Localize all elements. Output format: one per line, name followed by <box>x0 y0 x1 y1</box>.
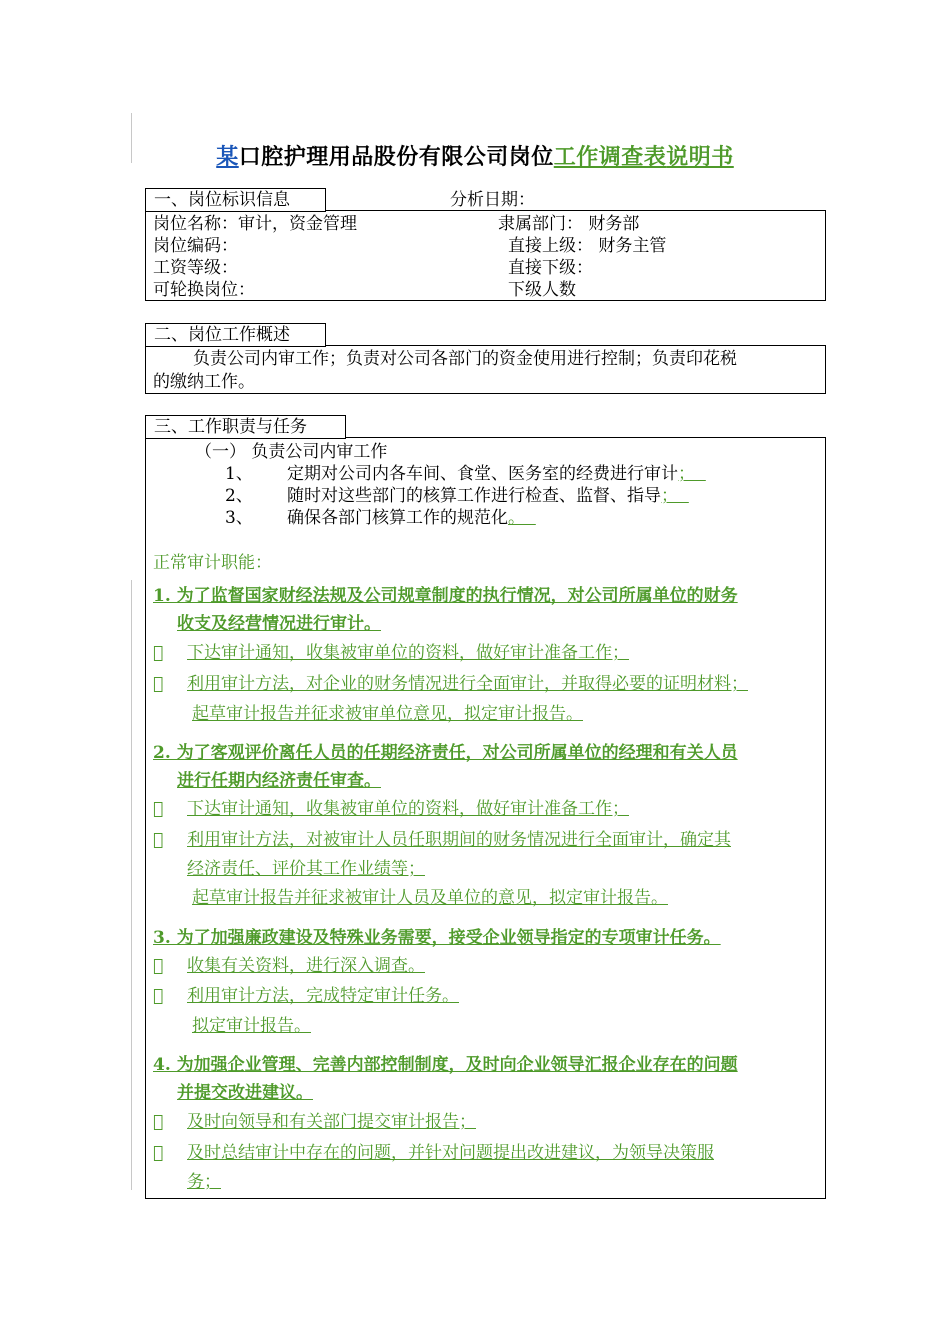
block3-bullet-3: 拟定审计报告。 <box>192 1016 311 1036</box>
block2-bullet-2-cont: 经济责任、评价其工作业绩等； <box>187 859 425 879</box>
task-1: 1、 定期对公司内各车间、食堂、医务室的经费进行审计； <box>225 464 695 484</box>
salary-grade: 工资等级： <box>153 258 238 278</box>
block3-heading-1: 3. 为了加强廉政建设及特殊业务需要，接受企业领导指定的专项审计任务。 <box>153 928 721 948</box>
task-3: 3、 确保各部门核算工作的规范化。 <box>225 508 525 528</box>
block1-bullet-1: 下达审计通知，收集被审单位的资料，做好审计准备工作； <box>153 642 629 664</box>
rotatable-position: 可轮换岗位： <box>153 280 255 300</box>
block4-heading-2: 并提交改进建议。 <box>177 1083 313 1103</box>
block3-bullet-2: 利用审计方法，完成特定审计任务。 <box>153 985 459 1007</box>
block1-bullet-2: 利用审计方法，对企业的财务情况进行全面审计，并取得必要的证明材料； <box>153 673 748 695</box>
block1-heading-2: 收支及经营情况进行审计。 <box>177 614 381 634</box>
bullet-icon <box>153 1142 187 1164</box>
bullet-icon <box>153 1111 187 1133</box>
section2-label: 二、岗位工作概述 <box>145 323 326 347</box>
analysis-date-label: 分析日期： <box>450 190 535 210</box>
bullet-icon <box>153 798 187 820</box>
direct-subordinate: 直接下级： <box>508 258 593 278</box>
position-name: 岗位名称：审计，资金管理 <box>153 214 357 234</box>
block2-heading-1: 2. 为了客观评价离任人员的任期经济责任，对公司所属单位的经理和有关人员 <box>153 743 738 763</box>
margin-mark <box>131 580 132 1190</box>
bullet-icon <box>153 829 187 851</box>
subordinate-count: 下级人数 <box>508 280 576 300</box>
sub-heading: （一） 负责公司内审工作 <box>195 442 388 462</box>
block2-bullet-3: 起草审计报告并征求被审计人员及单位的意见，拟定审计报告。 <box>192 888 668 908</box>
normal-audit-title: 正常审计职能： <box>153 553 272 573</box>
block2-bullet-1: 下达审计通知，收集被审单位的资料，做好审计准备工作； <box>153 798 629 820</box>
block4-bullet-2: 及时总结审计中存在的问题，并针对问题提出改进建议，为领导决策服 <box>153 1142 714 1164</box>
block4-bullet-1: 及时向领导和有关部门提交审计报告； <box>153 1111 476 1133</box>
block2-bullet-2: 利用审计方法，对被审计人员任职期间的财务情况进行全面审计，确定其 <box>153 829 731 851</box>
block4-bullet-2-cont: 务； <box>187 1172 221 1192</box>
overview-line2: 的缴纳工作。 <box>153 372 255 392</box>
overview-line1: 负责公司内审工作；负责对公司各部门的资金使用进行控制；负责印花税 <box>193 349 737 369</box>
block1-heading-1: 1. 为了监督国家财经法规及公司规章制度的执行情况，对公司所属单位的财务 <box>153 586 738 606</box>
block1-bullet-3: 起草审计报告并征求被审单位意见，拟定审计报告。 <box>192 704 583 724</box>
department: 隶属部门： 财务部 <box>498 214 640 234</box>
position-code: 岗位编码： <box>153 236 238 256</box>
block4-heading-1: 4. 为加强企业管理、完善内部控制制度，及时向企业领导汇报企业存在的问题 <box>153 1055 738 1075</box>
page-title: 某口腔护理用品股份有限公司岗位工作调查表说明书 <box>216 144 734 170</box>
bullet-icon <box>153 673 187 695</box>
task-2: 2、 随时对这些部门的核算工作进行检查、监督、指导； <box>225 486 678 506</box>
block3-bullet-1: 收集有关资料，进行深入调查。 <box>153 955 425 977</box>
section1-label: 一、岗位标识信息 <box>145 188 326 212</box>
direct-superior: 直接上级： 财务主管 <box>508 236 667 256</box>
bullet-icon <box>153 642 187 664</box>
bullet-icon <box>153 985 187 1007</box>
bullet-icon <box>153 955 187 977</box>
block2-heading-2: 进行任期内经济责任审查。 <box>177 771 381 791</box>
section3-label: 三、工作职责与任务 <box>145 415 346 439</box>
